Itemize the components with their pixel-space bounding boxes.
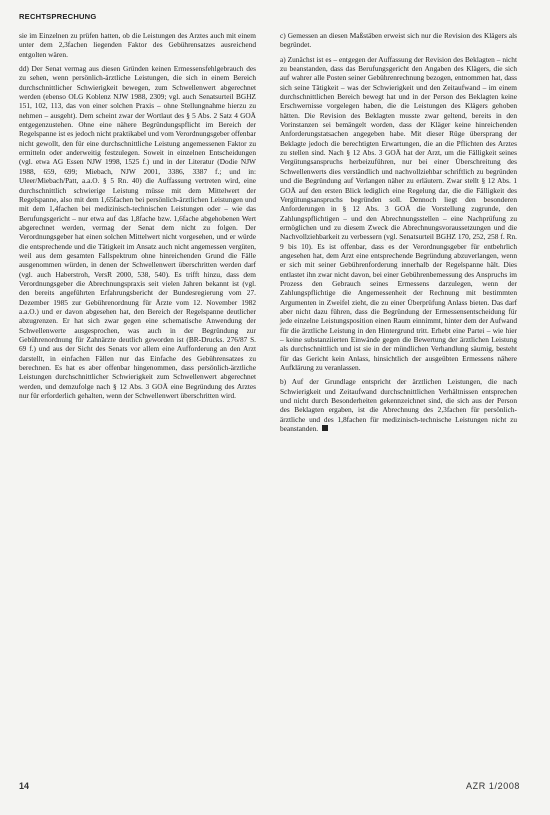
paragraph: dd) Der Senat vermag aus diesen Gründen keinen Ermessensfehlgebrauch des zu sehen, wenn persönlich-ärztliche Leistungen, die sich in einem Bereich durchschnittlicher Schwierigkeit bewegen, zum Schwellenwert abgerechnet werden (ebenso OLG Koblenz NJW 1988, 2309; vgl. auch Senatsurteil BGHZ 151, 102, 113, das von einer solchen Praxis – ohne Stellungnahme hierzu zu nehmen – ausgeht). Dem scheint zwar der Wortlaut des § 5 Abs. 2 Satz 4 GOÄ entgegenzustehen. Ohne eine nähere Begründungspflicht im Bereich der Regelspanne ist es jedoch nicht praktikabel und vom Verordnungsgeber offenbar nicht gewollt, den für eine durchschnittliche Leistung angemessenen Faktor zu ermitteln oder anderweitig festzulegen. Soweit in einzelnen Entscheidungen (vgl. etwa AG Essen NJW 1998, 1525 f.) und in der Literatur (Dodie NJW 1988, 659, 699; Miebach, NJW 2001, 3386, 3387 f.; und in: Uleer/Miebach/Patt, a.a.O. § 5 Rn. 40) die Auffassung vertreten wird, eine durchschnittlich schwierige Leistung müsse mit dem Mittelwert der Regelspanne, also mit dem 1,65fachen bei persönlich-ärztlichen Leistungen und mit dem 1,4fachen bei medizinisch-technischen Leistungen oder – wie das Berufungsgericht – nur etwa auf das 1,8fache bzw. 1,6fache abgehobenen Wert abgerechnet werden, vermag der Senat dem nicht zu folgen. Der Verordnungsgeber hat einen solchen Mittelwert nicht vorgesehen, und er würde die entsprechende und die Tätigkeit im Ansatz auch nicht angemessen vergüten, weil aus dem gesamten Fallspektrum ohne hinreichenden Grund die Fälle ausgenommen würden, in denen der Schwellenwert überschritten werden darf (vgl. auch Haberstroh, VersR 2000, 538, 540). Es trifft hinzu, dass dem Verordnungsgeber die Abrechnungspraxis seit vielen Jahren bekannt ist (vgl. den bereits angeführten Erfahrungsbericht der Bundesregierung vom 27. Dezember 1985 zur Gebührenordnung für Ärzte vom 12. November 1982 a.a.O.) und er davon abgesehen hat, den Bereich der Regelspanne deutlicher abzugrenzen. Er hat sich zwar gegen eine schematische Anwendung der Schwellenwerte ausgesprochen, was auch in der Begründung zur Gebührenordnung für Zahnärzte deutlich geworden ist (BR-Drucks. 276/87 S. 69 f.) und aus der Sicht des Senats vor allem eine Aufforderung an den Arzt darstellt, in einfachen Fällen nur das Einfache des Gebührensatzes zu berechnen. Es hat es aber offenbar hingenommen, dass persönlich-ärztliche Leistungen durchschnittlicher Schwierigkeit zum Schwellenwert abgerechnet werden, und demzufolge nach § 12 Abs. 3 GOÄ eine Begründung des Arztes nur für erforderlich gehalten, wenn der Schwellenwert überschritten wird.: [19, 64, 256, 401]
journal-issue: AZR 1/2008: [466, 781, 521, 791]
paragraph: a) Zunächst ist es – entgegen der Auffassung der Revision des Beklagten – nicht zu beanstanden, dass das Berufungsgericht den Angaben des Klägers, die sich auf wahrer alle Posten seiner Gebührenrechnung bezogen, entnommen hat, dass sich seine Tätigkeit – was der Schwierigkeit und den Zeitaufwand – im einem durchschnittlichen Bereich bewegt hat und in der Person des Beklagten keine Erschwernisse vorgelegen haben, die die Leistungen des Klägers gehoben hätten. Die Revision des Beklagten musste zwar geltend, bereits in den Vorinstanzen sei bemängelt worden, dass der Kläger keine hinreichenden Anforderungstatsachen angegeben habe. Mit dieser Rüge übersprang der Beklagte jedoch die berechtigten Erwartungen, die an die Pflichten des Arztes zu stellen sind. Nach § 12 Abs. 3 GOÄ hat der Arzt, um die Fälligkeit seines Vergütungsanspruchs herbeizuführen, nur bei einer Überschreitung des Schwellenwerts dies verständlich und nachvollziehbar schriftlich zu begründen und die Begründung auf Verlangen näher zu erläutern. Zwar stellt § 12 Abs. 1 GOÄ auf den ersten Blick lediglich eine Regelung dar, die die Fälligkeit des Vergütungsanspruchs begründen soll. Dennoch liegt den besonderen Anforderungen in § 12 Abs. 3 GOÄ die Vorstellung zugrunde, den Zahlungspflichtigen – und den Abrechnungsstellen – eine Nachprüfung zu ermöglichen und zu diesem Zweck die Abrechnungsvoraussetzungen und die Nachvollziehbarkeit zu verbessern (vgl. Senatsurteil BGHZ 170, 252, 258 f. Rn. 9 bis 10). Es ist offenbar, dass es der Verordnungsgeber für entbehrlich angesehen hat, dem Arzt eine entsprechende Begründung abzuverlangen, wenn er sich mit seiner Gebührenforderung innerhalb der Regelspanne hält. Dies entlastet ihn zwar nicht davon, bei einer Gebührenbemessung des Anspruchs im Prozess den Gebrauch seines Ermessens darzulegen, wenn der Zahlungspflichtige die Angemessenheit der Rechnung mit bestimmten Argumenten in Zweifel zieht, die zu einer Überprüfung Anlass bieten. Das darf aber nicht dazu führen, dass die Begründung der Ermessensentscheidung für jede einzelne Leistungsposition einen Raum einnimmt, hinter dem der Aufwand für die ärztliche Leistung in den Hintergrund tritt. Erhebt eine Partei – wie hier – keine substanziierten Einwände gegen die Bewertung der ärztlichen Leistung als durchschnittlich und ist sie in der mündlichen Verhandlung säumig, besteht für das Gericht kein Anlass, hinsichtlich der ausgeübten Ermessens nähere Aufklärung zu veranlassen.: [280, 54, 517, 373]
page-number: 14: [19, 781, 30, 791]
left-column: [19, 31, 256, 405]
paragraph-last: [280, 377, 517, 433]
right-column: [280, 31, 517, 438]
paragraph: c) Gemessen an diesen Maßstäben erweist sich nur die Revision des Klägers als begründet.: [280, 31, 517, 50]
paragraph-text: b) Auf der Grundlage entspricht der ärztlichen Leistungen, die nach Schwierigkeit und Zeitaufwand durchschnittlichen Verhältnissen entsprechen und nicht durch Besonderheiten gekennzeichnet sind, die sich aus der Person des Beklagten ergaben, ist die Abrechnung des 2,3fachen für persönlich-ärztliche und des 1,8fachen für medizinisch-technische Leistungen nicht zu beanstanden.: [280, 377, 517, 434]
end-of-article-mark: [322, 425, 328, 431]
section-header: RECHTSPRECHUNG: [19, 12, 97, 21]
paragraph: sie im Einzelnen zu prüfen hatten, ob die Leistungen des Arztes auch mit einem unter dem 2,3fachen liegenden Faktor des Gebührensatzes ausreichend entgolten wären.: [19, 31, 256, 59]
